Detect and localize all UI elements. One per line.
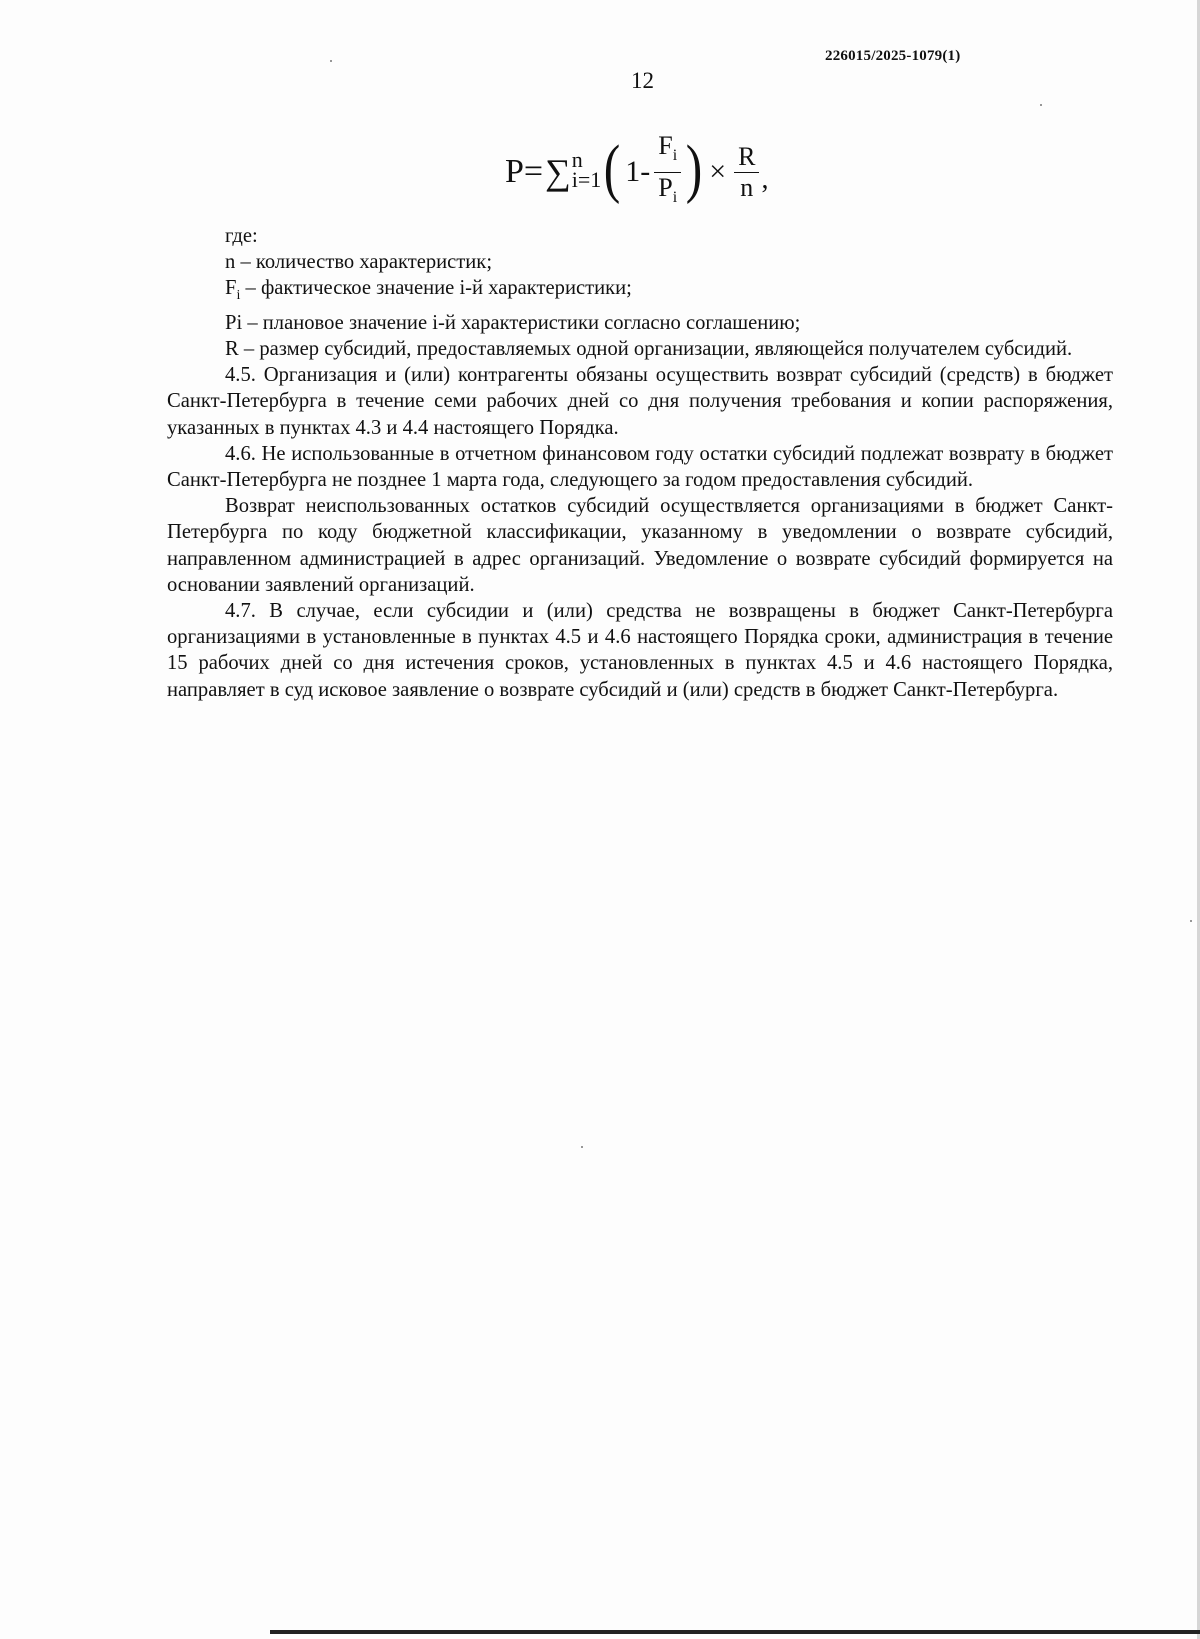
page-number: 12 [631, 68, 654, 93]
paragraph-4-7: 4.7. В случае, если субсидии и (или) средства не возвращены в бюджет Санкт-Петербурга организациями в установленные в пунктах 4.5 и 4.6 настоящего Порядка сроки, администрация в течение 15 рабочих дней со дня истечения сроков, установленных в пунктах 4.5 и 4.6 настоящего Порядка, направляет в суд исковое заявление о возврате субсидий и (или) средств в бюджет Санкт-Петербурга. [167, 599, 1113, 701]
fraction-numerator: $F_i$ [654, 132, 681, 172]
scan-speck [330, 60, 332, 62]
definition-r: R – размер субсидий, предоставляемых одной организации, являющейся получателем субсидий. [225, 337, 1073, 360]
sum-lower-limit: i=1 [571, 167, 602, 192]
fraction-r-over-n [734, 143, 759, 202]
formula-lhs: P= [505, 153, 544, 190]
definition-f: $F_i$ – фактическое значение i-й характеристики; [225, 277, 632, 304]
one-minus: 1- [625, 155, 651, 188]
fraction-denominator: n [740, 172, 754, 202]
definition-p: Pi – плановое значение i-й характеристики согласно соглашению; [225, 311, 801, 334]
document-body [167, 223, 1113, 703]
formula-sum [545, 147, 602, 192]
fraction-denominator: $P_i$ [658, 172, 678, 206]
fraction-numerator: R [734, 143, 759, 173]
paragraph-4-5: 4.5. Организация и (или) контрагенты обязаны осуществить возврат субсидий (средств) в бюджет Санкт-Петербурга в течение семи рабочих дней со дня получения требования и копии распоряжения, указанных в пунктах 4.3 и 4.4 настоящего Порядка. [167, 364, 1113, 439]
sum-upper-limit: n [571, 147, 583, 172]
formula [505, 132, 768, 212]
where-label: где: [225, 225, 258, 247]
definition-n: n – количество характеристик; [225, 251, 493, 274]
sum-limits [571, 147, 602, 192]
paragraph-return: Возврат неиспользованных остатков субсидий осуществляется организациями в бюджет Санкт-Петербурга по коду бюджетной классификации, указанному в уведомлении о возврате субсидий, направленном администрацией в адрес организаций. Уведомление о возврате субсидий формируется на основании заявлений организаций. [167, 495, 1113, 596]
paragraph-4-6: 4.6. Не использованные в отчетном финансовом году остатки субсидий подлежат возврату в бюджет Санкт-Петербурга не позднее 1 марта года, следующего за годом предоставления субсидий. [167, 442, 1113, 491]
scan-speck [1040, 104, 1042, 106]
close-paren: ) [685, 132, 703, 205]
scan-edge-bottom [270, 1630, 1200, 1634]
scan-speck [581, 1146, 583, 1148]
times-sign: × [709, 155, 727, 188]
sigma-symbol: ∑ [545, 152, 571, 192]
open-paren: ( [604, 132, 621, 205]
fraction-f-over-p [654, 132, 681, 211]
scan-speck [1190, 920, 1192, 922]
formula-trailing-comma: , [761, 164, 769, 195]
document-id: 226015/2025-1079(1) [825, 48, 961, 64]
